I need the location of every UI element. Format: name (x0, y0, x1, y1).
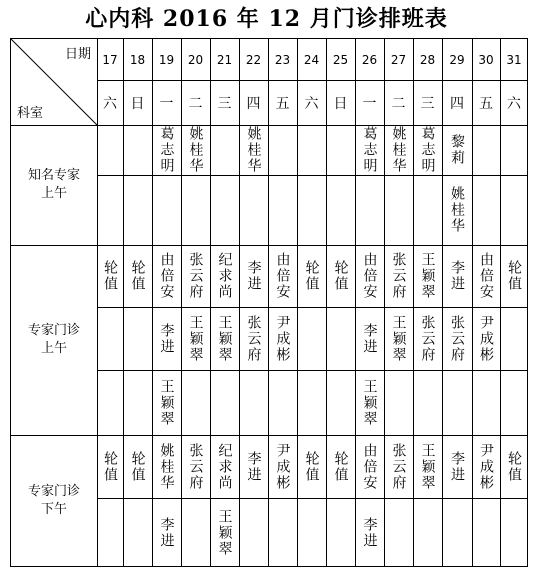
row-line (97, 175, 528, 176)
schedule-cell (123, 125, 152, 175)
schedule-cell (181, 370, 210, 435)
doctor-name: 姚桂华 (187, 126, 204, 174)
schedule-cell (384, 175, 413, 245)
schedule-cell (210, 435, 239, 498)
department-name (11, 245, 97, 435)
row-line (97, 498, 528, 499)
schedule-cell (413, 435, 442, 498)
schedule-cell (384, 307, 413, 370)
doctor-name: 轮值 (102, 260, 118, 292)
schedule-cell (472, 435, 500, 498)
doctor-name: 王颖翠 (216, 314, 233, 363)
weekday-header: 一 (362, 95, 377, 112)
schedule-cell (210, 498, 239, 567)
schedule-cell (297, 175, 326, 245)
column-line (268, 39, 269, 567)
schedule-cell (297, 435, 326, 498)
schedule-cell (210, 370, 239, 435)
schedule-cell (152, 370, 181, 435)
schedule-cell (326, 498, 355, 567)
schedule-cell (384, 435, 413, 498)
column-line (97, 39, 98, 567)
row-line (97, 80, 528, 81)
corner-dept-label: 科室 (17, 106, 44, 121)
department-name-line: 上午 (40, 341, 67, 356)
schedule-cell (210, 125, 239, 175)
schedule-cell (123, 370, 152, 435)
schedule-cell (268, 245, 297, 307)
doctor-name: 王颖翠 (158, 378, 175, 427)
schedule-cell (97, 370, 123, 435)
schedule-cell (152, 245, 181, 307)
department-name-line: 专家门诊 (27, 323, 80, 338)
doctor-name: 王颖翠 (390, 314, 407, 363)
schedule-cell (297, 498, 326, 567)
schedule-cell (472, 307, 500, 370)
schedule-cell (384, 245, 413, 307)
weekday-header: 日 (130, 95, 145, 112)
schedule-cell (123, 435, 152, 498)
schedule-cell (181, 307, 210, 370)
schedule-cell (413, 307, 442, 370)
row-line (11, 435, 528, 436)
doctor-name: 轮值 (332, 260, 349, 292)
schedule-cell (152, 175, 181, 245)
doctor-name: 姚桂华 (158, 442, 175, 491)
column-line (239, 39, 240, 567)
schedule-cell (442, 245, 472, 307)
weekday-header: 三 (420, 95, 435, 112)
schedule-cell (97, 498, 123, 567)
column-line (442, 39, 443, 567)
schedule-cell (326, 307, 355, 370)
schedule-cell (297, 307, 326, 370)
schedule-cell (268, 175, 297, 245)
schedule-cell (413, 498, 442, 567)
doctor-name: 葛志明 (419, 126, 436, 174)
date-header: 19 (158, 52, 175, 67)
doctor-name: 葛志明 (361, 126, 378, 174)
weekday-header: 日 (333, 95, 348, 112)
schedule-cell (500, 370, 528, 435)
row-line (97, 370, 528, 371)
doctor-name: 姚桂华 (449, 186, 465, 234)
column-line (326, 39, 327, 567)
date-header: 28 (419, 52, 436, 67)
schedule-cell (239, 435, 268, 498)
column-line (123, 39, 124, 567)
schedule-cell (297, 125, 326, 175)
date-header: 26 (361, 52, 378, 67)
doctor-name: 轮值 (506, 450, 522, 483)
schedule-cell (384, 498, 413, 567)
doctor-name: 轮值 (506, 260, 522, 292)
column-line (500, 39, 501, 567)
schedule-cell (355, 245, 384, 307)
doctor-name: 尹成彬 (478, 442, 494, 491)
schedule-cell (326, 125, 355, 175)
schedule-cell (239, 125, 268, 175)
column-line (210, 39, 211, 567)
corner-diagonal (11, 39, 97, 125)
schedule-cell (355, 307, 384, 370)
doctor-name: 纪求尚 (216, 252, 233, 300)
doctor-name: 姚桂华 (245, 126, 262, 174)
row-line (97, 307, 528, 308)
doctor-name: 王颖翠 (361, 378, 378, 427)
schedule-cell (181, 245, 210, 307)
department-name-line: 专家门诊 (27, 484, 80, 499)
doctor-name: 轮值 (332, 450, 349, 483)
doctor-name: 由倍安 (361, 252, 378, 300)
schedule-cell (355, 370, 384, 435)
schedule-cell (268, 125, 297, 175)
department-name-line: 上午 (40, 186, 67, 201)
schedule-cell (326, 175, 355, 245)
doctor-name: 尹成彬 (274, 314, 291, 363)
weekday-header: 六 (304, 95, 319, 112)
schedule-cell (442, 125, 472, 175)
doctor-name: 姚桂华 (390, 126, 407, 174)
department-name (11, 435, 97, 567)
doctor-name: 李进 (158, 322, 175, 355)
schedule-cell (413, 370, 442, 435)
date-header: 30 (478, 52, 494, 67)
weekday-header: 六 (103, 95, 117, 112)
doctor-name: 张云府 (449, 314, 465, 363)
schedule-cell (413, 175, 442, 245)
schedule-cell (472, 175, 500, 245)
doctor-name: 张云府 (187, 442, 204, 491)
doctor-name: 轮值 (102, 450, 118, 483)
doctor-name: 王颖翠 (216, 508, 233, 557)
schedule-cell (268, 370, 297, 435)
row-line (11, 245, 528, 246)
date-header: 24 (303, 52, 320, 67)
schedule-cell (500, 307, 528, 370)
schedule-cell (384, 370, 413, 435)
column-line (413, 39, 414, 567)
schedule-cell (384, 125, 413, 175)
schedule-cell (97, 175, 123, 245)
schedule-cell (472, 245, 500, 307)
doctor-name: 张云府 (390, 252, 407, 300)
schedule-cell (152, 125, 181, 175)
doctor-name: 由倍安 (158, 252, 175, 300)
schedule-cell (472, 370, 500, 435)
weekday-header: 六 (507, 95, 521, 112)
schedule-cell (326, 245, 355, 307)
weekday-header: 五 (275, 95, 290, 112)
schedule-cell (239, 245, 268, 307)
doctor-name: 葛志明 (158, 126, 175, 174)
schedule-cell (268, 307, 297, 370)
schedule-table (10, 38, 528, 567)
date-header: 21 (216, 52, 233, 67)
doctor-name: 李进 (449, 450, 465, 483)
schedule-cell (239, 175, 268, 245)
schedule-cell (97, 245, 123, 307)
schedule-cell (268, 435, 297, 498)
schedule-cell (500, 245, 528, 307)
schedule-cell (210, 175, 239, 245)
schedule-cell (442, 307, 472, 370)
column-line (297, 39, 298, 567)
schedule-cell (210, 245, 239, 307)
doctor-name: 张云府 (245, 314, 262, 363)
department-name-line: 知名专家 (27, 168, 80, 183)
schedule-cell (97, 307, 123, 370)
doctor-name: 李进 (245, 260, 262, 292)
schedule-cell (500, 498, 528, 567)
date-header: 29 (449, 52, 465, 67)
schedule-cell (413, 125, 442, 175)
schedule-cell (97, 125, 123, 175)
date-header: 31 (506, 52, 522, 67)
schedule-cell (500, 125, 528, 175)
doctor-name: 李进 (361, 322, 378, 355)
schedule-cell (152, 307, 181, 370)
doctor-name: 张云府 (187, 252, 204, 300)
date-header: 23 (274, 52, 291, 67)
schedule-cell (355, 175, 384, 245)
department-name-line: 下午 (40, 502, 67, 517)
doctor-name: 李进 (245, 450, 262, 483)
schedule-cell (152, 498, 181, 567)
date-header: 27 (390, 52, 407, 67)
weekday-header: 四 (450, 95, 464, 112)
schedule-cell (413, 245, 442, 307)
schedule-cell (297, 370, 326, 435)
doctor-name: 轮值 (129, 260, 146, 292)
page-title: 心内科 2016 年 12 月门诊排班表 (85, 6, 448, 32)
schedule-cell (442, 435, 472, 498)
weekday-header: 五 (479, 95, 493, 112)
date-header: 25 (332, 52, 349, 67)
doctor-name: 张云府 (390, 442, 407, 491)
schedule-cell (181, 125, 210, 175)
schedule-cell (268, 498, 297, 567)
date-header: 20 (187, 52, 204, 67)
weekday-header: 四 (246, 95, 261, 112)
doctor-name: 由倍安 (361, 442, 378, 491)
schedule-cell (442, 498, 472, 567)
schedule-cell (442, 175, 472, 245)
doctor-name: 王颖翠 (187, 314, 204, 363)
schedule-cell (239, 498, 268, 567)
row-line (11, 125, 528, 126)
schedule-cell (123, 307, 152, 370)
doctor-name: 轮值 (303, 260, 320, 292)
schedule-cell (152, 435, 181, 498)
schedule-cell (123, 498, 152, 567)
schedule-cell (97, 435, 123, 498)
column-line (355, 39, 356, 567)
date-header: 18 (129, 52, 146, 67)
doctor-name: 黎莉 (449, 134, 465, 166)
column-line (181, 39, 182, 567)
doctor-name: 李进 (158, 516, 175, 549)
schedule-cell (500, 175, 528, 245)
weekday-header: 一 (159, 95, 174, 112)
column-line (384, 39, 385, 567)
weekday-header: 二 (391, 95, 406, 112)
schedule-cell (181, 435, 210, 498)
weekday-header: 三 (217, 95, 232, 112)
doctor-name: 李进 (361, 516, 378, 549)
schedule-cell (123, 175, 152, 245)
date-header: 22 (245, 52, 262, 67)
doctor-name: 轮值 (303, 450, 320, 483)
doctor-name: 李进 (449, 260, 465, 292)
schedule-cell (297, 245, 326, 307)
schedule-cell (355, 125, 384, 175)
doctor-name: 由倍安 (478, 252, 494, 300)
schedule-cell (326, 370, 355, 435)
date-header: 17 (102, 52, 118, 67)
schedule-cell (239, 307, 268, 370)
doctor-name: 尹成彬 (478, 314, 494, 363)
doctor-name: 尹成彬 (274, 442, 291, 491)
doctor-name: 轮值 (129, 450, 146, 483)
schedule-cell (326, 435, 355, 498)
corner-date-label: 日期 (64, 47, 91, 62)
department-name (11, 125, 97, 245)
column-line (152, 39, 153, 567)
schedule-cell (355, 435, 384, 498)
schedule-cell (181, 498, 210, 567)
schedule-cell (472, 498, 500, 567)
schedule-cell (210, 307, 239, 370)
corner-header (11, 39, 97, 125)
doctor-name: 王颖翠 (419, 252, 436, 300)
doctor-name: 由倍安 (274, 252, 291, 300)
doctor-name: 纪求尚 (216, 442, 233, 491)
schedule-cell (355, 498, 384, 567)
schedule-cell (472, 125, 500, 175)
column-line (472, 39, 473, 567)
schedule-cell (500, 435, 528, 498)
doctor-name: 王颖翠 (419, 442, 436, 491)
schedule-cell (239, 370, 268, 435)
schedule-cell (181, 175, 210, 245)
doctor-name: 张云府 (419, 314, 436, 363)
schedule-cell (442, 370, 472, 435)
weekday-header: 二 (188, 95, 203, 112)
schedule-cell (123, 245, 152, 307)
